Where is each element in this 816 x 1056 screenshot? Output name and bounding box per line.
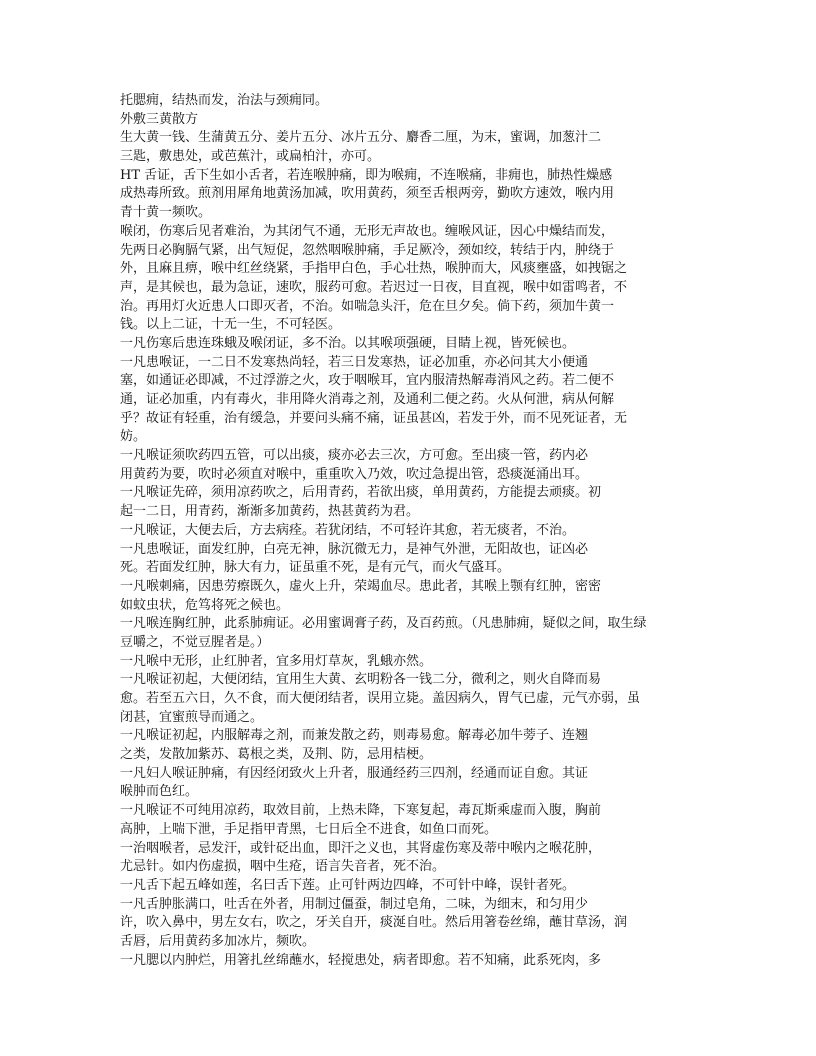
text-line: 愈。若至五六日，久不食，而大便闭结者，误用立毙。盖因病久，胃气已虚，元气亦弱，虽 <box>120 691 641 706</box>
text-line: 托腮痈，结热而发，治法与颈痈同。 <box>120 93 329 108</box>
text-line: 塞，如通证必即减，不过浮游之火，攻于咽喉耳，宜内服清热解毒消风之药。若二便不 <box>120 373 615 389</box>
text-line: 一凡舌肿胀满口，吐舌在外者，用制过僵蚕，制过皂角，二味，为细末，和匀用少 <box>120 896 589 912</box>
text-line: 一凡喉证不可纯用凉药，取效目前，上热未降，下寒复起，毒瓦斯乘虚而入腹，胸前 <box>120 803 602 819</box>
text-line: 青十黄一频吹。 <box>120 205 212 221</box>
text-line: 如蚊虫状，危笃将死之候也。 <box>120 597 290 613</box>
text-line: 一凡喉证初起，内服解毒之剂，而兼发散之药，则毒易愈。解毒必加牛蒡子、连翘 <box>120 728 589 744</box>
text-line: 钱。以上二证，十无一生，不可轻医。 <box>120 317 342 333</box>
text-line: 一凡喉证须吹药四五管，可以出痰，痰亦必去三次，方可愈。至出痰一管，药内必 <box>120 448 589 464</box>
text-line: 死。若面发红肿，脉大有力，证虽重不死，是有元气，而火气盛耳。 <box>120 560 511 576</box>
text-line: 喉肿而色红。 <box>120 784 199 800</box>
text-line: 一凡喉证，大便去后，方去病痊。若犹闭结，不可轻许其愈，若无痰者，不治。 <box>120 522 576 538</box>
text-line: 高肿，上喘下泄，手足指甲青黑，七日后全不进食，如鱼口而死。 <box>120 821 498 837</box>
text-line: 许，吹入鼻中，男左女右，吹之，牙关自开，痰涎自吐。然后用箸卷丝绵，蘸甘草汤，润 <box>120 915 628 931</box>
text-line: 一治咽喉者，忌发汗，或针砭出血，即汗之义也，其肾虚伤寒及蒂中喉内之喉花肿， <box>120 840 602 856</box>
text-line: 三匙，敷患处，或芭蕉汁，或扁柏汁，亦可。 <box>120 149 381 165</box>
text-line: 一凡喉连胸红肿，此系肺痈证。必用蜜调膏子药，及百药煎。（凡患肺痈，疑似之间，取生绿 <box>120 616 647 632</box>
text-line: 一凡舌下起五峰如莲，名曰舌下莲。止可针两边四峰，不可针中峰，误针者死。 <box>120 877 576 893</box>
text-line: 一凡患喉证，一二日不发寒热尚轻，若三日发寒热，证必加重，亦必问其大小便通 <box>120 354 589 370</box>
text-line: 之类，发散加紫苏、葛根之类，及荆、防，忌用桔梗。 <box>120 747 433 763</box>
text-line: 一凡喉证初起，大便闭结，宜用生大黄、玄明粉各一钱二分，微利之，则火自降而易 <box>120 672 602 688</box>
document-page <box>120 92 680 970</box>
text-line: 先两日必胸膈气紧，出气短促，忽然咽喉肿痛，手足厥冷，颈如绞，转结于内，肿绕于 <box>120 242 615 258</box>
text-line: 一凡伤寒后患连珠蛾及喉闭证，多不治。以其喉项强硬，目睛上视，皆死候也。 <box>120 335 576 351</box>
text-line: 成热毒所致。煎剂用犀角地黄汤加减，吹用黄药，须至舌根两旁，勤吹方速效，喉内用 <box>120 186 615 202</box>
text-line: 治。再用灯火近患人口即灭者，不治。如喘急头汗，危在旦夕矣。倘下药，须加牛黄一 <box>120 298 615 314</box>
text-line: 生大黄一钱、生蒲黄五分、姜片五分、冰片五分、麝香二厘，为末，蜜调，加葱汁二 <box>120 130 602 146</box>
text-line: 一凡妇人喉证肿痛，有因经闭致火上升者，服通经药三四剂，经通而证自愈。其证 <box>120 765 589 781</box>
text-line: 声，是其候也，最为急证，速吹，服药可愈。若迟过一日夜，目直视，喉中如雷鸣者，不 <box>120 279 628 295</box>
text-line: 乎？故证有轻重，治有缓急，并要问头痛不痛，证虽甚凶，若发于外，而不见死证者，无 <box>120 410 628 426</box>
text-line: 起一二日，用青药，渐渐多加黄药，热甚黄药为君。 <box>120 504 420 520</box>
text-line: 一凡喉证先碎，须用凉药吹之，后用青药，若欲出痰，单用黄药，方能提去顽痰。初 <box>120 485 602 501</box>
text-line: 外，且麻且痹，喉中红丝绕紧，手指甲白色，手心壮热，喉肿而大，风痰壅盛，如拽锯之 <box>120 261 628 277</box>
text-line: 用黄药为要，吹时必须直对喉中，重重吹入乃效，吹过急提出管，恐痰涎涌出耳。 <box>120 466 589 482</box>
text-line: 一凡喉中无形，止红肿者，宜多用灯草灰，乳蛾亦然。 <box>120 653 433 669</box>
text-line: 一凡腮以内肿烂，用箸扎丝绵蘸水，轻搅患处，病者即愈。若不知痛，此系死肉，多 <box>120 952 602 968</box>
text-line: HT 舌证，舌下生如小舌者，若连喉肿痛，即为喉痈，不连喉痛，非痈也，肺热性燥感 <box>120 167 613 183</box>
text-line: 尤忌针。如内伤虚损，咽中生疮，语言失音者，死不治。 <box>120 859 446 875</box>
text-line: 一凡患喉证，面发红肿，白亮无神，脉沉微无力，是神气外泄，无阳故也，证凶必 <box>120 541 589 557</box>
text-line: 一凡喉刺痛，因患劳瘵既久，虚火上升，荣竭血尽。患此者，其喉上颚有红肿，密密 <box>120 578 602 594</box>
text-line: 外敷三黄散方 <box>120 111 199 127</box>
text-line: 舌唇，后用黄药多加冰片，频吹。 <box>120 933 316 949</box>
text-line: 通，证必加重，内有毒火，非用降火消毒之剂，及通利二便之药。火从何泄，病从何解 <box>120 392 615 407</box>
text-line: 喉闭，伤寒后见者难治，为其闭气不通，无形无声故也。缠喉风证，因心中燥结而发， <box>120 223 615 239</box>
text-line: 豆嚼之，不觉豆腥者是。） <box>120 634 270 650</box>
text-line: 妨。 <box>120 429 147 445</box>
text-line: 闭甚，宜蜜煎导而通之。 <box>120 709 264 725</box>
